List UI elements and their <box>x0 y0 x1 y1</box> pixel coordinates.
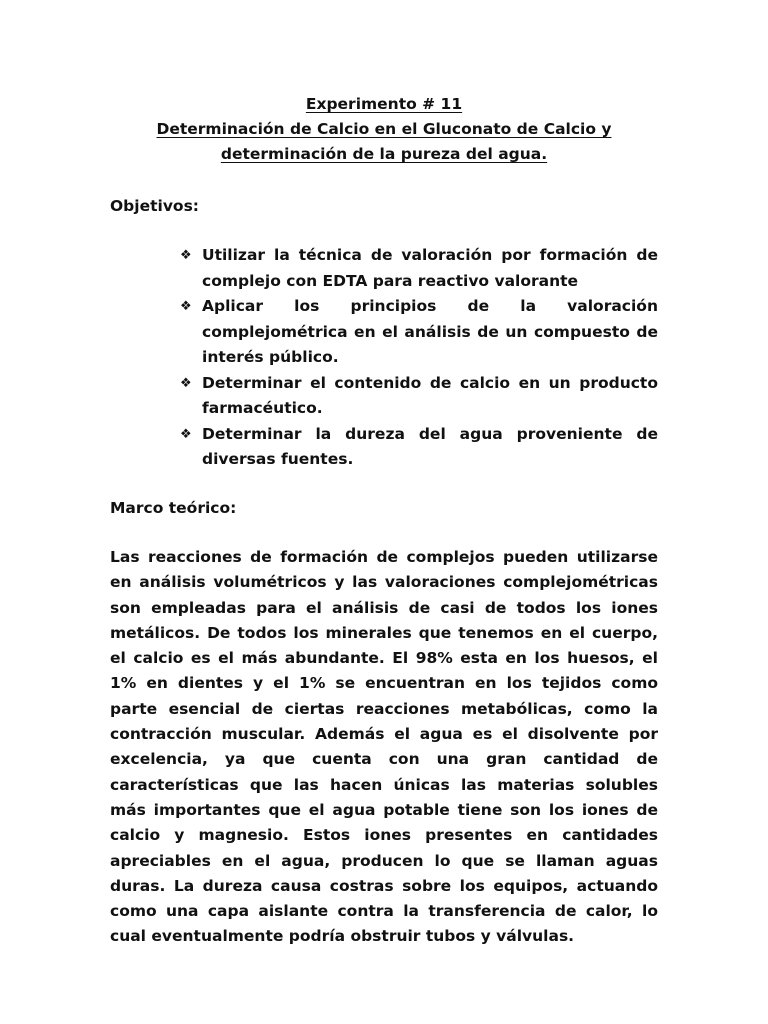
theory-paragraph: Las reacciones de formación de complejos pueden utilizarse en análisis volumétricos y las valoraciones complejométricas son empleadas para el análisis de casi de todos los iones metálicos. De todos los minerales que tenemos en el cuerpo, el calcio es el más abundante. El 98% esta en los huesos, el 1% en dientes y el 1% se encuentran en los tejidos como parte esencial de ciertas reacciones metabólicas, como la contracción muscular. Además el agua es el disolvente por excelencia, ya que cuenta con una gran cantidad de características que las hacen únicas las materias solubles más importantes que el agua potable tiene son los iones de calcio y magnesio. Estos iones presentes en cantidades apreciables en el agua, producen lo que se llaman aguas duras. La dureza causa costras sobre los equipos, actuando como una capa aislante contra la transferencia de calor, lo cual eventualmente podría obstruir tubos y válvulas. <box>110 548 658 946</box>
objective-text: Utilizar la técnica de valoración por formación de complejo con EDTA para reactivo valorante <box>202 246 658 290</box>
diamond-bullet-icon: ❖ <box>180 426 192 442</box>
objectives-heading: Objetivos: <box>110 197 199 215</box>
objective-item <box>180 422 658 473</box>
theory-heading: Marco teórico: <box>110 499 237 517</box>
objectives-list <box>180 243 658 473</box>
title-line-2: Determinación de Calcio en el Gluconato de Calcio y <box>156 120 612 138</box>
diamond-bullet-icon: ❖ <box>180 299 192 314</box>
objective-item <box>180 294 658 371</box>
diamond-bullet-icon: ❖ <box>180 248 192 263</box>
objective-text: Determinar el contenido de calcio en un producto farmacéutico. <box>202 373 658 417</box>
title-line-3: determinación de la pureza del agua. <box>220 145 548 163</box>
diamond-bullet-icon: ❖ <box>180 375 192 391</box>
document-title <box>110 92 658 167</box>
experiment-number: Experimento # 11 <box>305 95 463 113</box>
objective-text: Aplicar los principios de la valoración complejométrica en el análisis de un compuesto de interés público. <box>202 297 658 366</box>
objective-item <box>180 371 658 422</box>
objective-item <box>180 243 658 294</box>
objective-text: Determinar la dureza del agua proveniente de diversas fuentes. <box>202 424 658 468</box>
